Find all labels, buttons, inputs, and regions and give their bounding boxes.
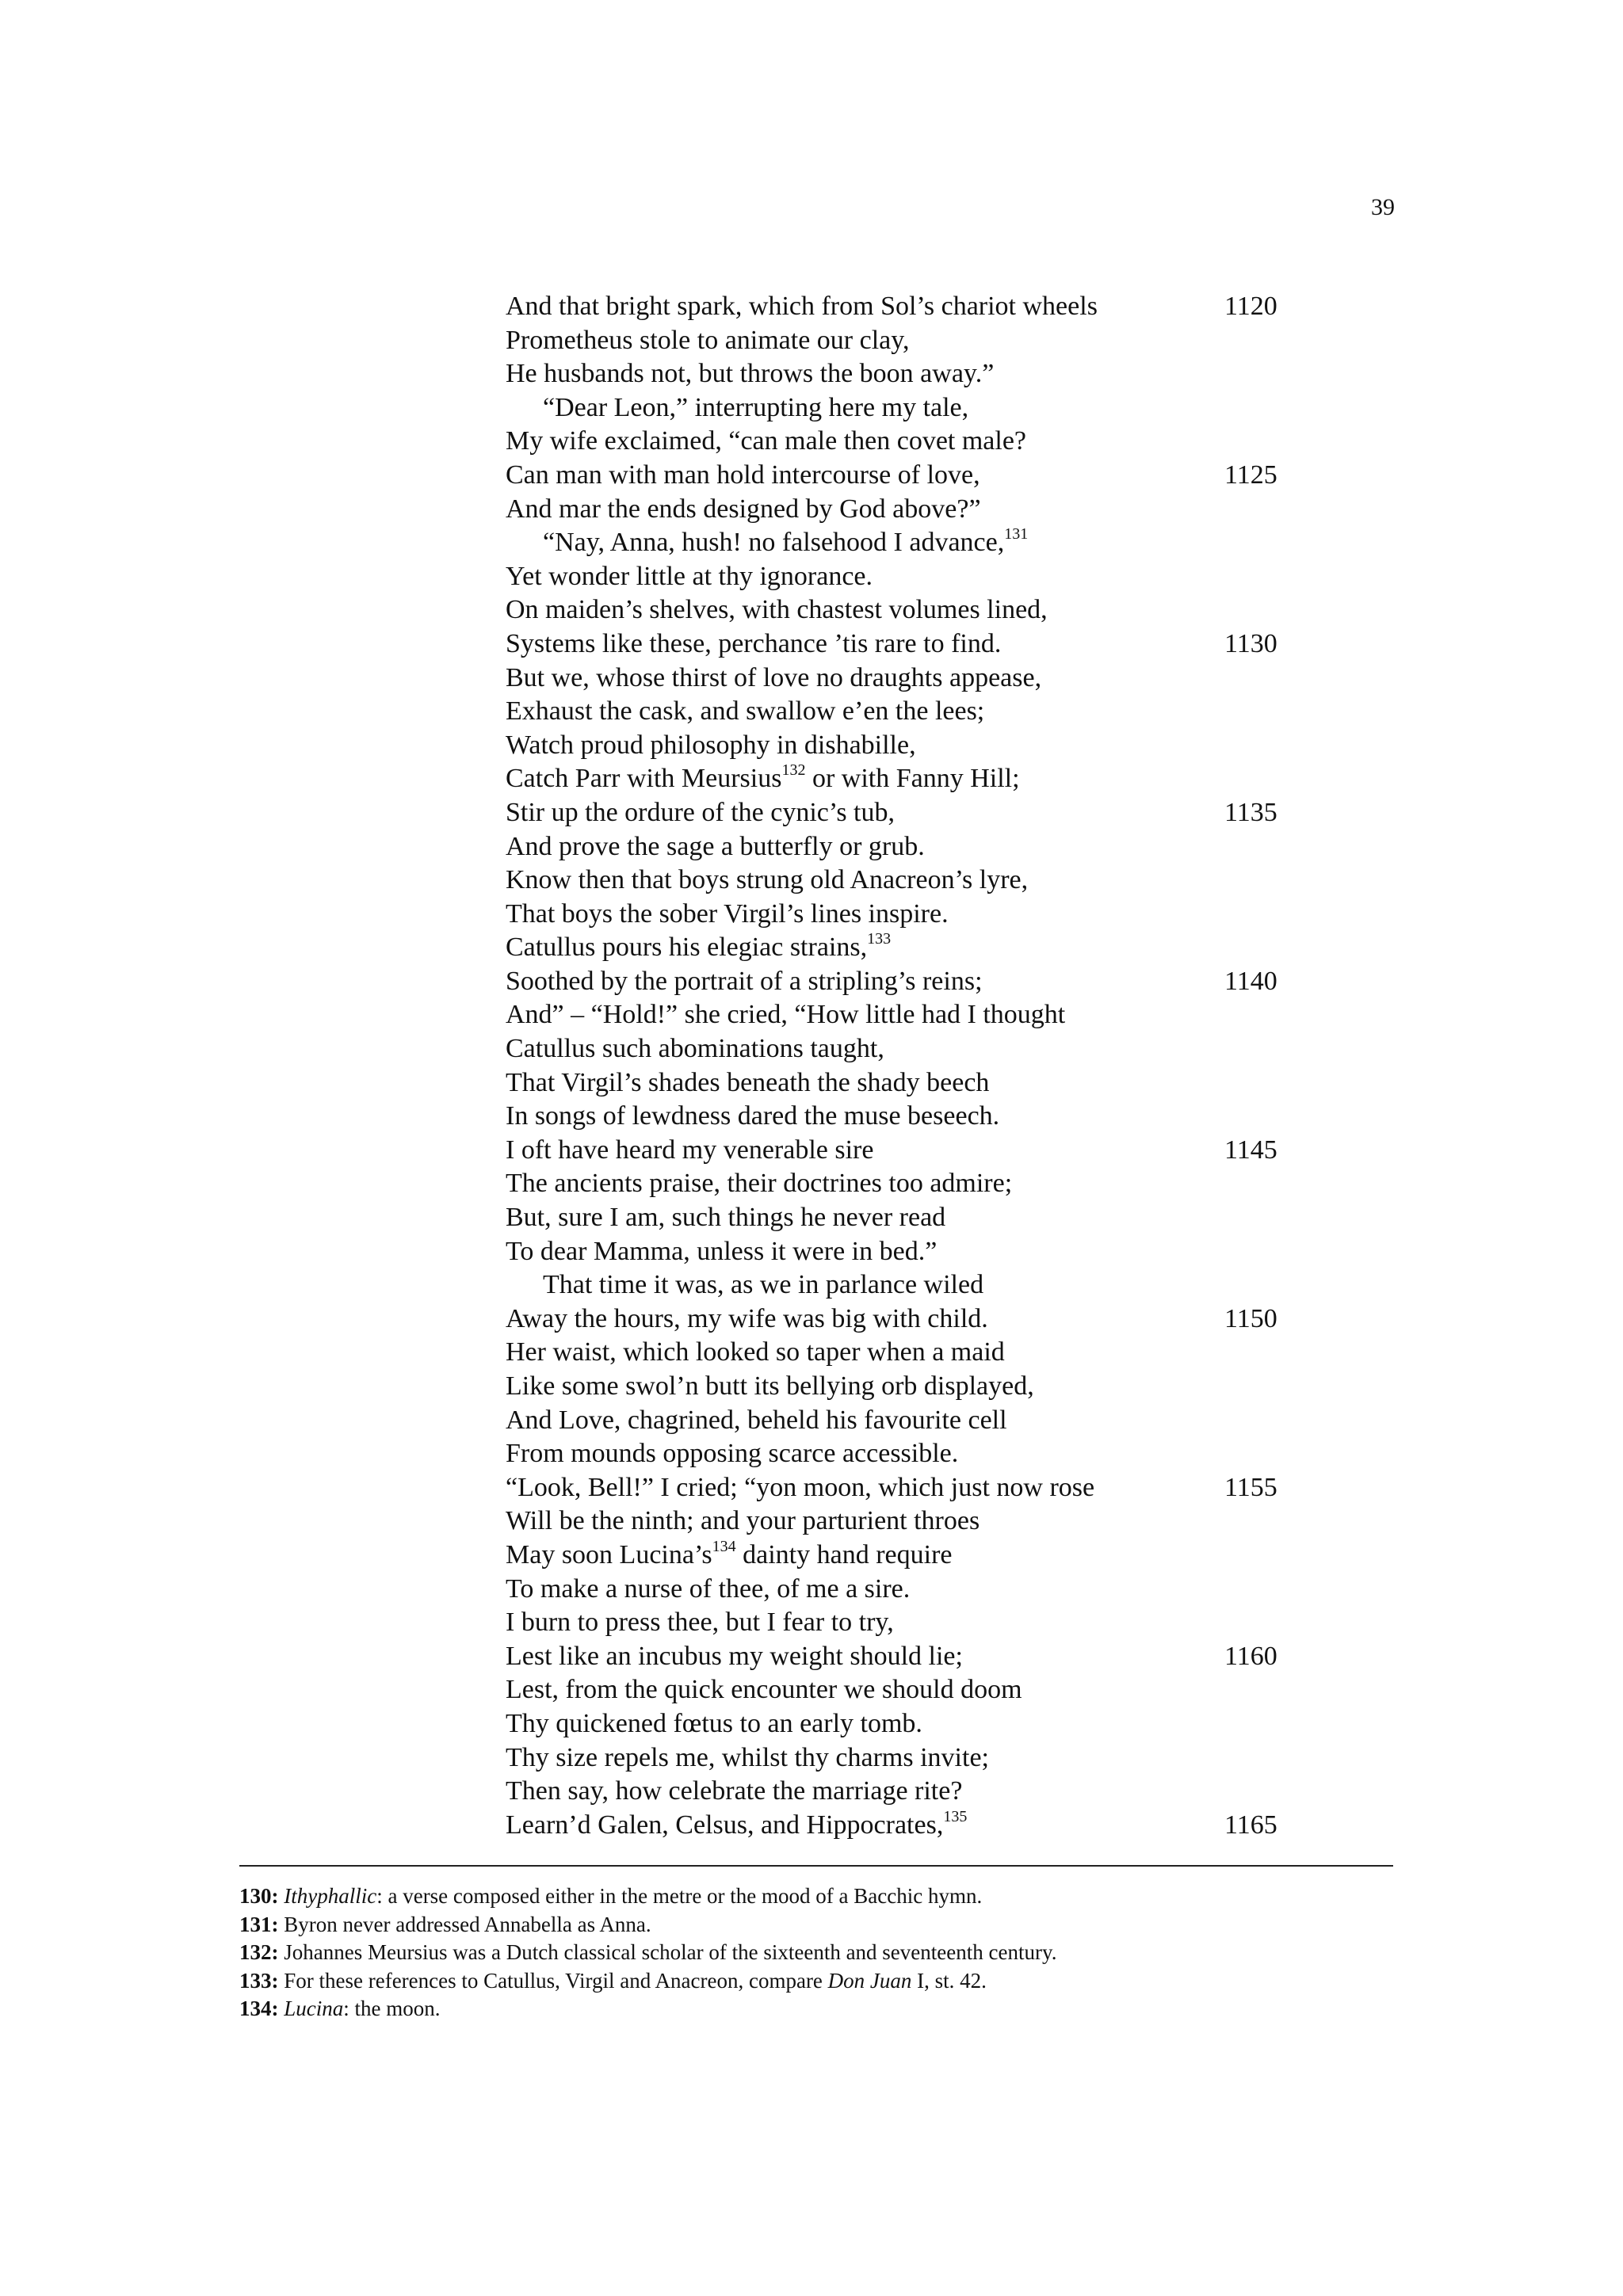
footnote-rule (239, 1865, 1393, 1867)
poem-line-text (506, 1642, 963, 1671)
verse-text: Catullus such abominations taught, (506, 1034, 884, 1064)
footnote (239, 1995, 1393, 2023)
verse-text: Learn’d Galen, Celsus, and Hippocrates, (506, 1810, 944, 1840)
verse-text: To dear Mamma, unless it were in bed.” (506, 1236, 938, 1266)
poem-line (506, 864, 1322, 898)
poem-line (506, 290, 1322, 324)
poem-line-text (506, 595, 1048, 624)
line-number: 1130 (1224, 628, 1277, 658)
poem-line (506, 1505, 1322, 1539)
footnote-text: For these references to Catullus, Virgil and Anacreon, compare (284, 1968, 828, 1993)
poem-line (506, 1134, 1322, 1168)
verse-text: That time it was, as we in parlance wiled (543, 1270, 984, 1300)
poem-line (506, 830, 1322, 864)
verse-text: Catullus pours his elegiac strains, (506, 933, 868, 963)
footnote-italic-text: Lucina (284, 1997, 344, 2020)
poem-line (506, 357, 1322, 391)
footnote-ref: 134 (712, 1537, 736, 1555)
footnotes (239, 1882, 1393, 2023)
poem-line-text (506, 1101, 999, 1131)
verse-text: Can man with man hold intercourse of love, (506, 460, 980, 490)
footnote-ref: 133 (867, 930, 892, 948)
verse-text: Know then that boys strung old Anacreon’s lyre, (506, 865, 1029, 895)
poem-line-text (506, 761, 1020, 794)
verse-text: Systems like these, perchance ’tis rare to find. (506, 628, 1002, 658)
line-number: 1160 (1224, 1641, 1277, 1671)
verse-text: Thy size repels me, whilst thy charms invite; (506, 1742, 989, 1772)
verse-text: I burn to press thee, but I fear to try, (506, 1608, 894, 1638)
poem-line (506, 998, 1322, 1032)
poem-line (506, 459, 1322, 493)
footnote-label: 130: (239, 1884, 279, 1908)
poem-line-text (506, 899, 949, 929)
verse-text: Then say, how celebrate the marriage rite? (506, 1776, 963, 1806)
poem-line-text (506, 663, 1041, 692)
verse-text: My wife exclaimed, “can male then covet male? (506, 426, 1027, 456)
poem-line (506, 1809, 1322, 1843)
verse-text: Like some swol’n butt its bellying orb displayed, (506, 1371, 1034, 1401)
poem-line-text (506, 798, 895, 827)
verse-text: May soon Lucina’s (506, 1539, 712, 1569)
line-number: 1125 (1224, 460, 1277, 490)
poem-line (506, 1539, 1322, 1573)
poem-line (506, 662, 1322, 696)
footnote (239, 1882, 1393, 1911)
poem-line-text (506, 1405, 1007, 1435)
poem-line-text (506, 326, 910, 355)
poem-line (506, 1066, 1322, 1100)
verse-text: Soothed by the portrait of a stripling’s reins; (506, 966, 983, 996)
poem-line (506, 1235, 1322, 1269)
poem-line (506, 695, 1322, 729)
poem-line (506, 391, 1322, 425)
line-number: 1140 (1224, 966, 1277, 996)
line-number: 1155 (1224, 1472, 1277, 1502)
footnote-label: 131: (239, 1912, 279, 1936)
line-number: 1120 (1224, 292, 1277, 321)
poem-line-text (506, 1000, 1065, 1029)
footnote-text: Johannes Meursius was a Dutch classical scholar of the sixteenth and seventeenth century. (284, 1940, 1057, 1964)
poem-line (506, 1268, 1322, 1302)
verse-text: And prove the sage a butterfly or grub. (506, 831, 925, 861)
poem-line-text (506, 1169, 1012, 1198)
poem-line (506, 796, 1322, 830)
verse-text: “Nay, Anna, hush! no falsehood I advance, (543, 528, 1005, 558)
verse-text: Her waist, which looked so taper when a maid (506, 1337, 1005, 1367)
verse-text: He husbands not, but throws the boon away.” (506, 359, 995, 389)
poem-line (506, 898, 1322, 932)
poem-line (506, 425, 1322, 459)
line-number: 1165 (1224, 1810, 1277, 1840)
poem-line-text (506, 832, 925, 861)
line-number: 1135 (1224, 797, 1277, 827)
poem-line-text (506, 359, 994, 388)
footnote-label: 133: (239, 1968, 279, 1993)
poem-line (506, 1167, 1322, 1201)
poem-line-text (506, 1034, 884, 1063)
poem-line (506, 1573, 1322, 1607)
verse-text: On maiden’s shelves, with chastest volumes lined, (506, 595, 1048, 625)
poem-line (506, 965, 1322, 999)
verse-text: And” – “Hold!” she cried, “How little had I thought (506, 1000, 1066, 1030)
poem-line (506, 1775, 1322, 1809)
poem-line (506, 1032, 1322, 1066)
poem-line-text (506, 1304, 988, 1333)
poem-line-text (506, 1776, 962, 1806)
poem-line (506, 1302, 1322, 1337)
poem-line-text (506, 393, 968, 422)
verse-text: Away the hours, my wife was big with child. (506, 1303, 988, 1333)
line-number: 1150 (1224, 1303, 1277, 1333)
poem-line (506, 1336, 1322, 1370)
poem-line (506, 593, 1322, 627)
verse-text: Stir up the ordure of the cynic’s tub, (506, 797, 896, 827)
poem-line (506, 526, 1322, 560)
poem-line (506, 729, 1322, 763)
verse-text: “Dear Leon,” interrupting here my tale, (543, 392, 969, 422)
verse-text: But, sure I am, such things he never read (506, 1203, 946, 1233)
poem-line (506, 1471, 1322, 1505)
footnote-italic-text: Ithyphallic (284, 1884, 377, 1908)
verse-text: Will be the ninth; and your parturient throes (506, 1506, 980, 1536)
verse-text-continuation: or with Fanny Hill; (805, 764, 1020, 794)
poem-line-text (506, 930, 892, 963)
verse-text: That Virgil’s shades beneath the shady beech (506, 1067, 990, 1097)
poem-line-text (506, 696, 984, 726)
poem-line-text (506, 562, 873, 591)
footnote-label: 132: (239, 1940, 279, 1964)
poem-line-text (506, 1743, 989, 1772)
poem-line (506, 1606, 1322, 1640)
footnote-ref: 135 (943, 1807, 968, 1825)
poem-line (506, 627, 1322, 662)
poem-line-text (506, 967, 983, 996)
verse-text: From mounds opposing scarce accessible. (506, 1439, 959, 1469)
verse-text: The ancients praise, their doctrines too admire; (506, 1169, 1013, 1199)
footnote-ref: 132 (781, 761, 806, 780)
verse-text: And Love, chagrined, beheld his favourite cell (506, 1405, 1007, 1435)
poem-line-text (506, 1270, 983, 1299)
poem-line-text (506, 494, 981, 524)
poem-line-text (506, 525, 1029, 558)
footnote-italic-text: Don Juan (827, 1968, 912, 1993)
poem-line-text (506, 1337, 1005, 1367)
poem-line (506, 1640, 1322, 1674)
poem-line-text (506, 1439, 958, 1468)
poem-line-text (506, 1135, 873, 1165)
verse-text: Catch Parr with Meursius (506, 764, 782, 794)
verse-text: And mar the ends designed by God above?” (506, 494, 981, 524)
verse-text-continuation: dainty hand require (735, 1539, 953, 1569)
verse-text: Lest, from the quick encounter we should doom (506, 1675, 1022, 1705)
verse-text: I oft have heard my venerable sire (506, 1135, 874, 1165)
poem-line (506, 1707, 1322, 1741)
footnote-label: 134: (239, 1997, 279, 2020)
verse-text: Yet wonder little at thy ignorance. (506, 561, 873, 591)
poem-line-text (506, 629, 1001, 658)
poem-line-text (506, 1675, 1022, 1704)
poem-line-text (506, 1506, 980, 1535)
footnote-text: Byron never addressed Annabella as Anna. (284, 1912, 651, 1936)
verse-text: And that bright spark, which from Sol’s chariot wheels (506, 292, 1098, 321)
poem-line (506, 1673, 1322, 1707)
poem-line (506, 1201, 1322, 1235)
poem-line-text (506, 1237, 937, 1266)
page-number: 39 (1371, 194, 1395, 220)
poem-line-text (506, 730, 916, 760)
poem-line-text (506, 460, 980, 490)
poem-line (506, 931, 1322, 965)
poem-line (506, 1100, 1322, 1134)
poem-line-text (506, 1371, 1034, 1401)
verse-text: Thy quickened fœtus to an early tomb. (506, 1708, 922, 1738)
footnote (239, 1911, 1393, 1939)
poem-line-text (506, 1473, 1094, 1502)
verse-text: Exhaust the cask, and swallow e’en the lees; (506, 696, 985, 727)
footnote-text: : the moon. (343, 1997, 441, 2020)
poem-line-text (506, 1608, 894, 1637)
poem-line-text (506, 1807, 968, 1840)
poem-line (506, 560, 1322, 594)
verse-text: That boys the sober Virgil’s lines inspire. (506, 898, 949, 929)
poem-line-text (506, 1709, 922, 1738)
poem-line-text (506, 1203, 945, 1232)
poem-line-text (506, 1574, 910, 1604)
poem-line (506, 762, 1322, 796)
footnote-text: : a verse composed either in the metre or the mood of a Bacchic hymn. (376, 1884, 983, 1908)
poem-line (506, 324, 1322, 358)
footnote (239, 1939, 1393, 1967)
verse-text: Lest like an incubus my weight should lie; (506, 1641, 963, 1671)
verse-text: “Look, Bell!” I cried; “yon moon, which just now rose (506, 1472, 1095, 1502)
poem-line-text (506, 292, 1098, 321)
verse-text: Watch proud philosophy in dishabille, (506, 730, 916, 760)
poem-line (506, 1404, 1322, 1438)
poem-line-text (506, 1537, 953, 1569)
verse-text: In songs of lewdness dared the muse beseech. (506, 1101, 1000, 1131)
poem-line (506, 1370, 1322, 1404)
verse-text: Prometheus stole to animate our clay, (506, 325, 910, 355)
verse-text: But we, whose thirst of love no draughts appease, (506, 662, 1042, 692)
footnote (239, 1967, 1393, 1996)
poem-line (506, 1741, 1322, 1775)
footnote-ref: 131 (1004, 525, 1029, 543)
poem-line-text (506, 1068, 989, 1097)
poem-line (506, 1437, 1322, 1471)
poem-text (506, 290, 1322, 1842)
verse-text: To make a nurse of thee, of me a sire. (506, 1573, 911, 1604)
poem-line-text (506, 865, 1028, 894)
poem-line-text (506, 426, 1026, 456)
line-number: 1145 (1224, 1135, 1277, 1165)
footnote-text: I, st. 42. (911, 1968, 987, 1993)
poem-line (506, 493, 1322, 527)
